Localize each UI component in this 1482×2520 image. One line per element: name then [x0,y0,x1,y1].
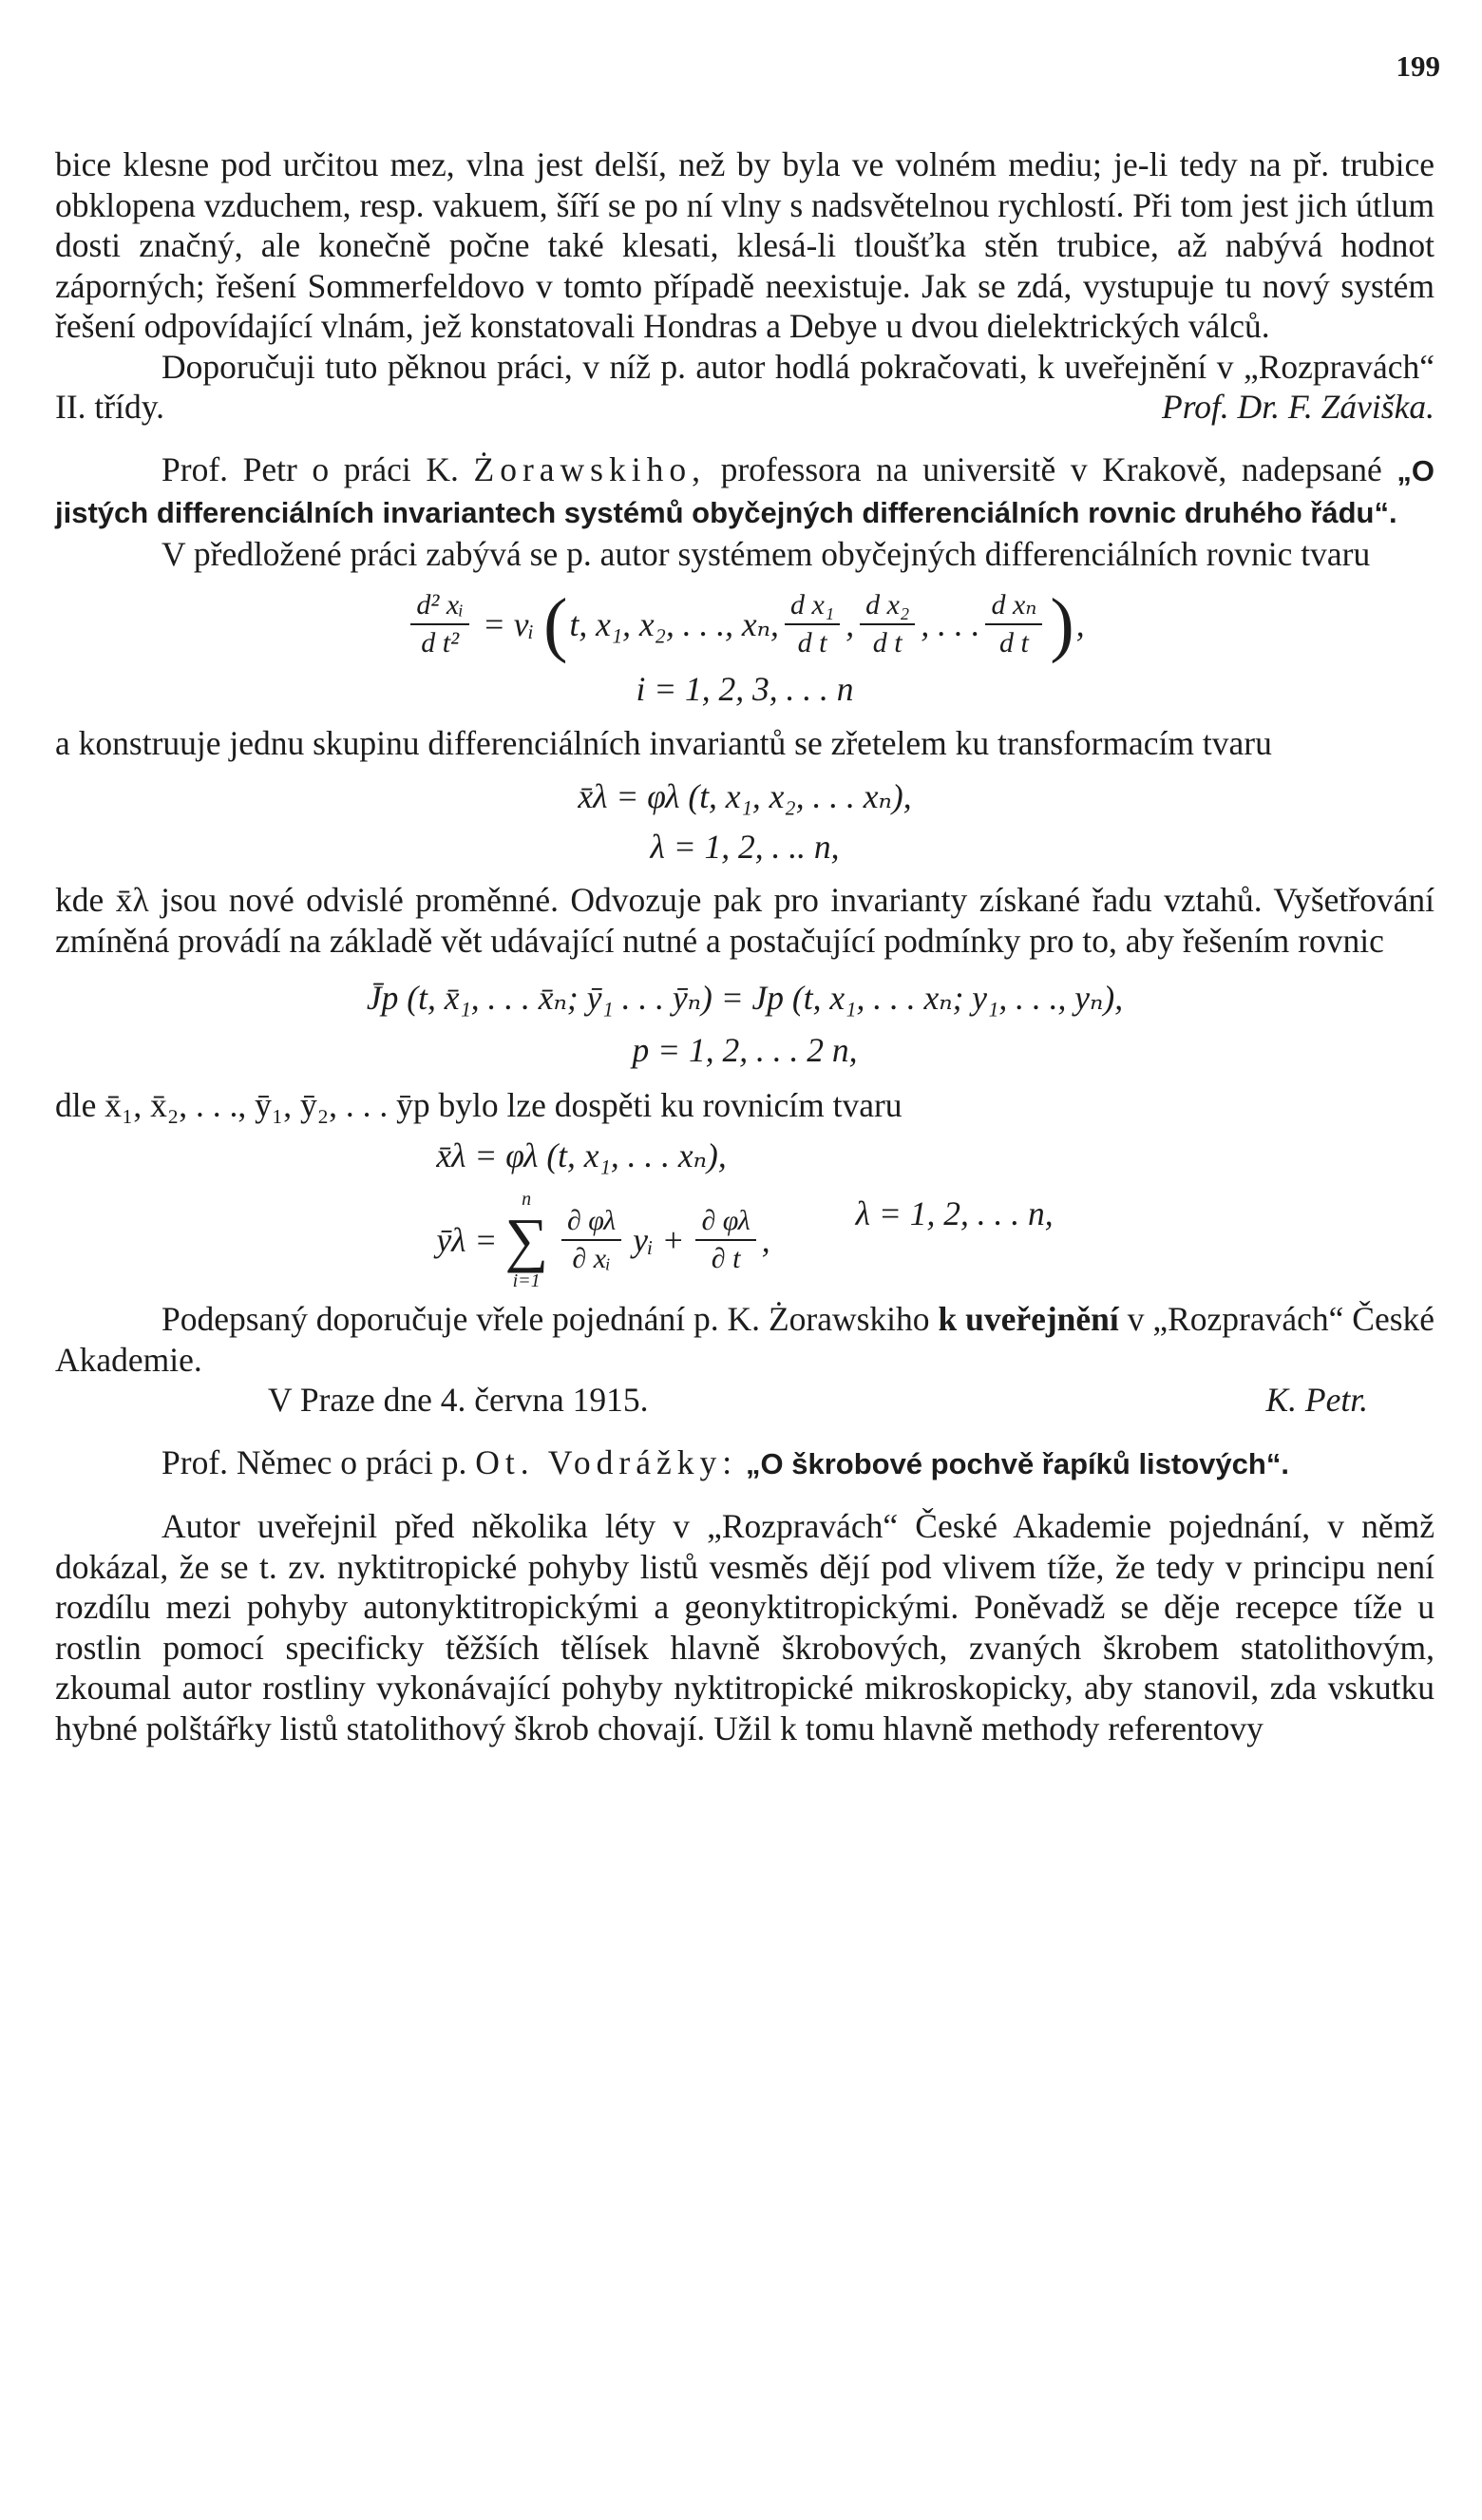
equation-3-line-1: J̄p (t, x̄₁, . . . x̄ₙ; ȳ₁ . . . ȳₙ) = Jp (t, x₁, . . . xₙ; y₁, . . ., yₙ), [366,979,1124,1017]
paragraph-8-start: Podepsaný doporučuje vřele pojednání p. K. Żorawskiho [162,1300,930,1338]
eq1-close-paren: ) [1050,584,1074,664]
eq4-frac-a [561,1205,621,1275]
eq4-tail: , [761,1220,770,1259]
paragraph-2 [55,347,1434,428]
eq1-lhs-num: d² xᵢ [410,589,469,625]
paragraph-1: bice klesne pod určitou mez, vlna jest delší, než by byla ve volném mediu; je-li tedy na př. trubice obklopena vzduchem, resp. vakuem, šíří se po ní vlny s nadsvětelnou rychlostí. Při tom jest jich útlum dosti značný, ale konečně počne také klesati, klesá-li tloušťka stěn trubice, až nabývá hodnot záporných; řešení Sommerfeldovo v tomto případě neexistuje. Jak se zdá, vystupuje tu nový systém řešení odpovídající vlnám, jež konstatovali Hondras a Debye u dvou dielektrických válců. [55,145,1434,345]
eq1-comma: , [846,604,855,643]
eq1-frac-2 [860,589,915,659]
equation-2-line-1: x̄λ = φλ (t, x₁, x₂, . . . xₙ), [578,777,912,815]
eq4-lhs: ȳλ = [436,1220,498,1259]
eq1-frac-1-den: d t [797,627,827,659]
eq1-ellipsis: , . . . [921,604,980,643]
paper-title-zorawski: „O jistých differenciálních invariantech systémů obyčejných differenciálních rovnic druhého řádu“. [55,453,1435,529]
eq1-frac-2-den: d t [872,627,902,659]
equation-1 [55,584,1434,664]
place-date: V Praze dne 4. června 1915. [268,1381,649,1419]
equation-4-line-2 [436,1189,770,1291]
eq1-lhs-den: d t² [421,627,460,659]
paragraph-4: V předložené práci zabývá se p. autor systémem obyčejných differenciálních rovnic tvaru [162,534,1371,573]
eq4-sum [504,1189,548,1291]
eq1-frac-3 [985,589,1042,659]
eq4-frac-b-num: ∂ φλ [695,1205,755,1241]
page-number: 199 [1396,49,1440,83]
eq1-open-paren: ( [543,584,568,664]
paragraph-5: a konstruuje jednu skupinu differenciálních invariantů se zřetelem ku transformacím tvaru [55,723,1272,762]
equation-4-stack [436,1136,770,1292]
paragraph-3-middle: professora na universitě v Krakově, nadepsané [720,449,1382,488]
paragraph-11: Autor uveřejnil před několika léty v „Rozpravách“ České Akademie pojednání, v němž dokázal, že se t. zv. nyktitropické pohyby listů vesměs dějí pod vlivem tíže, že tedy v principu není rozdílu mezi pohyby autonyktitropickými a geonyktitropickými. Poněvadž se děje recepce tíže u rostlin pomocí specificky těžších tělísek hlavně škrobových, zvaných škrobem statolithovým, zkoumal autor rostliny vykonávající pohyby nyktitropické mikroskopicky, aby stanovil, zda vskutku hybné polštářky listů statolithový škrob chovají. Užil k tomu hlavně methody referentovy [55,1507,1434,1747]
paragraph-6: kde x̄λ jsou nové odvislé proměnné. Odvozuje pak pro invarianty získané řadu vztahů. Vyšetřování zmíněná provádí na základě vět udávající nutné a postačující podmínky pro to, aby řešením rovnic [55,881,1434,960]
eq4-sum-symbol: ∑ [504,1206,548,1273]
paragraph-9 [55,1380,1434,1421]
eq1-frac-1-num: d x₁ [785,589,840,625]
eq1-rhs-prefix: = vᵢ [482,604,535,643]
signature-zaviska: Prof. Dr. F. Záviška. [1162,388,1434,426]
eq1-lhs-fraction [410,589,469,659]
equation-1-index: i = 1, 2, 3, . . . n [636,670,854,708]
eq4-sum-top: n [522,1189,532,1210]
eq1-frac-2-num: d x₂ [860,589,915,625]
eq4-mid: yᵢ + [633,1220,685,1259]
equation-3-line-2: p = 1, 2, . . . 2 n, [632,1030,858,1069]
paragraph-8 [55,1299,1434,1380]
paragraph-7: dle x̄₁, x̄₂, . . ., ȳ₁, ȳ₂, . . . ȳp bylo lze dospěti ku rovnicím tvaru [55,1086,902,1124]
paragraph-10 [55,1442,1434,1485]
equation-4 [55,1136,1434,1292]
eq1-frac-1 [785,589,840,659]
paragraph-2-text: Doporučuji tuto pěknou práci, v níž p. autor hodlá pokračovati, k uveřejnění v „Rozpravách“ II. třídy. [55,347,1434,426]
paragraph-3 [55,449,1434,534]
eq1-trailing-comma: , [1075,604,1085,643]
paragraph-10-prefix: Prof. Němec o práci p. [162,1442,467,1481]
paragraph-3-prefix: Prof. Petr o práci K. [162,449,459,488]
paper-title-vodrazka: „O škrobové pochvě řapíků listových“. [745,1446,1289,1480]
author-name-vodrazka: Ot. Vodrážky: [475,1442,738,1481]
author-name-zorawski: Żorawskiho, [473,449,706,488]
paragraph-8-bold: k uveřejnění [938,1300,1119,1338]
eq4-frac-b-den: ∂ t [711,1243,741,1274]
page-body [55,144,1434,1748]
eq4-sum-bottom: i=1 [512,1270,541,1291]
eq1-frac-3-den: d t [999,627,1029,659]
eq4-frac-a-num: ∂ φλ [561,1205,621,1241]
eq1-frac-3-num: d xₙ [985,589,1042,625]
equation-4-lambda-range: λ = 1, 2, . . . n, [855,1193,1054,1232]
equation-4-line-1: x̄λ = φλ (t, x₁, . . . xₙ), [436,1136,727,1174]
paragraph-8-end: v „Rozpravách“ České Akademie. [55,1300,1435,1379]
eq1-args: t, x₁, x₂, . . ., xₙ, [569,604,779,643]
signature-petr: K. Petr. [1265,1381,1368,1419]
equation-2-line-2: λ = 1, 2, . .. n, [650,827,840,866]
eq4-frac-a-den: ∂ xᵢ [572,1243,611,1274]
eq4-frac-b [695,1205,755,1275]
